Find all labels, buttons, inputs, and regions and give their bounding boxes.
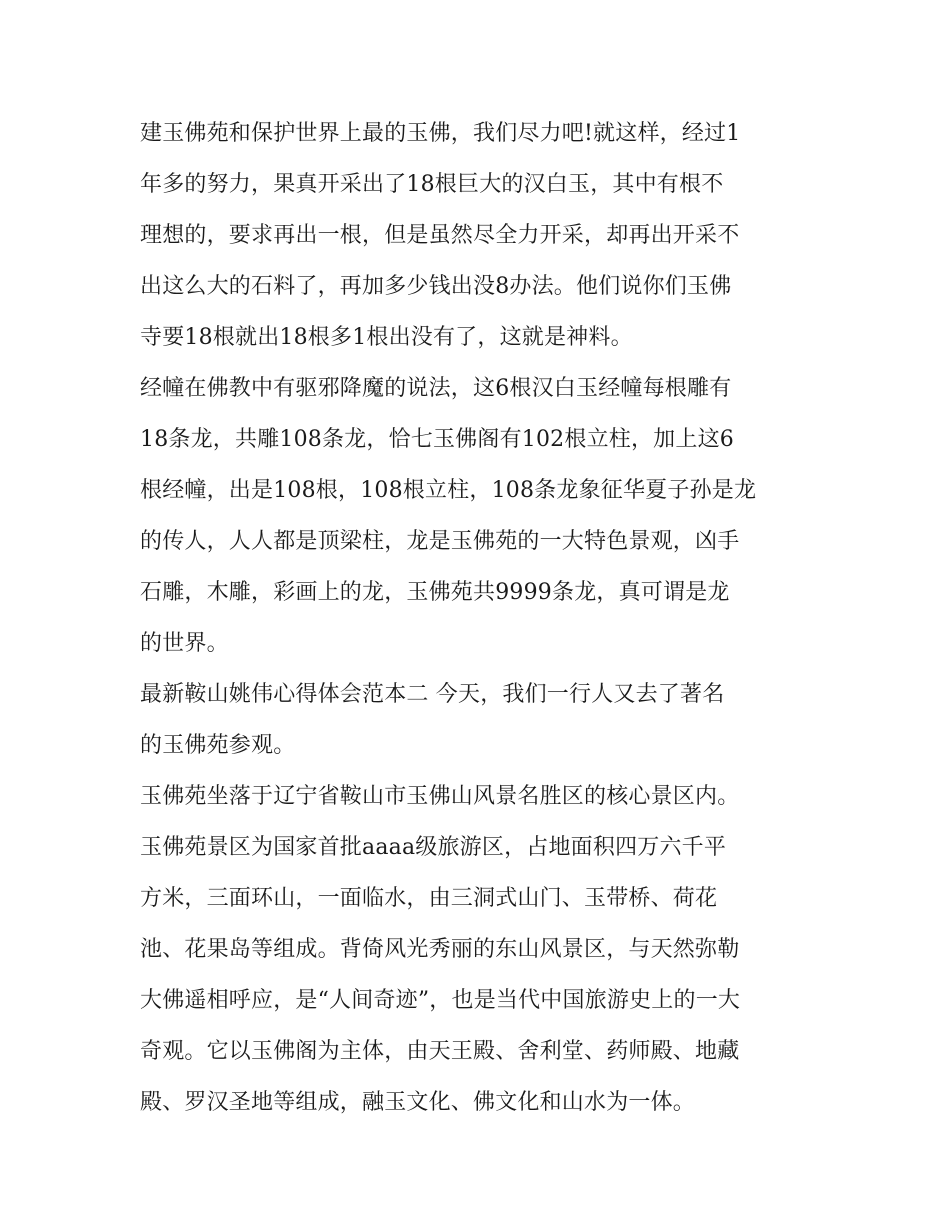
text-line: 建玉佛苑和保护世界上最的玉佛，我们尽力吧!就这样，经过1 (140, 121, 741, 146)
text-line: 方米，三面环山，一面临水，由三洞式山门、玉带桥、荷花 (140, 886, 718, 911)
text-line: 根经幢，出是108根，108根立柱，108条龙象征华夏子孙是龙 (140, 478, 757, 503)
text-line: 经幢在佛教中有驱邪降魔的说法，这6根汉白玉经幢每根雕有 (140, 376, 732, 401)
text-line: 出这么大的石料了，再加多少钱出没8办法。他们说你们玉佛 (140, 274, 732, 299)
text-line: 的传人，人人都是顶梁柱，龙是玉佛苑的一大特色景观，凶手 (140, 529, 740, 554)
text-line: 理想的，要求再出一根，但是虽然尽全力开采，却再出开采不 (140, 223, 740, 248)
text-line: 寺要18根就出18根多1根出没有了，这就是神料。 (140, 325, 633, 350)
text-line: 池、花果岛等组成。背倚风光秀丽的东山风景区，与天然弥勒 (140, 937, 740, 962)
document-body (140, 108, 830, 1128)
text-line: 年多的努力，果真开采出了18根巨大的汉白玉，其中有根不 (140, 172, 724, 197)
text-line: 玉佛苑坐落于辽宁省鞍山市玉佛山风景名胜区的核心景区内。 (140, 784, 740, 809)
text-line: 大佛遥相呼应，是“人间奇迹”，也是当代中国旅游史上的一大 (140, 988, 741, 1013)
text-line: 石雕，木雕，彩画上的龙，玉佛苑共9999条龙，真可谓是龙 (140, 580, 730, 605)
text-line: 最新鞍山姚伟心得体会范本二 今天，我们一行人又去了著名 (140, 682, 725, 707)
text-line: 玉佛苑景区为国家首批aaaa级旅游区，占地面积四万六千平 (140, 835, 727, 860)
text-line: 奇观。它以玉佛阁为主体，由天王殿、舍利堂、药师殿、地藏 (140, 1039, 740, 1064)
text-line: 的玉佛苑参观。 (140, 733, 296, 758)
text-line: 的世界。 (140, 631, 229, 656)
text-line: 殿、罗汉圣地等组成，融玉文化、佛文化和山水为一体。 (140, 1090, 696, 1115)
text-line: 18条龙，共雕108条龙，恰七玉佛阁有102根立柱，加上这6 (140, 427, 734, 452)
